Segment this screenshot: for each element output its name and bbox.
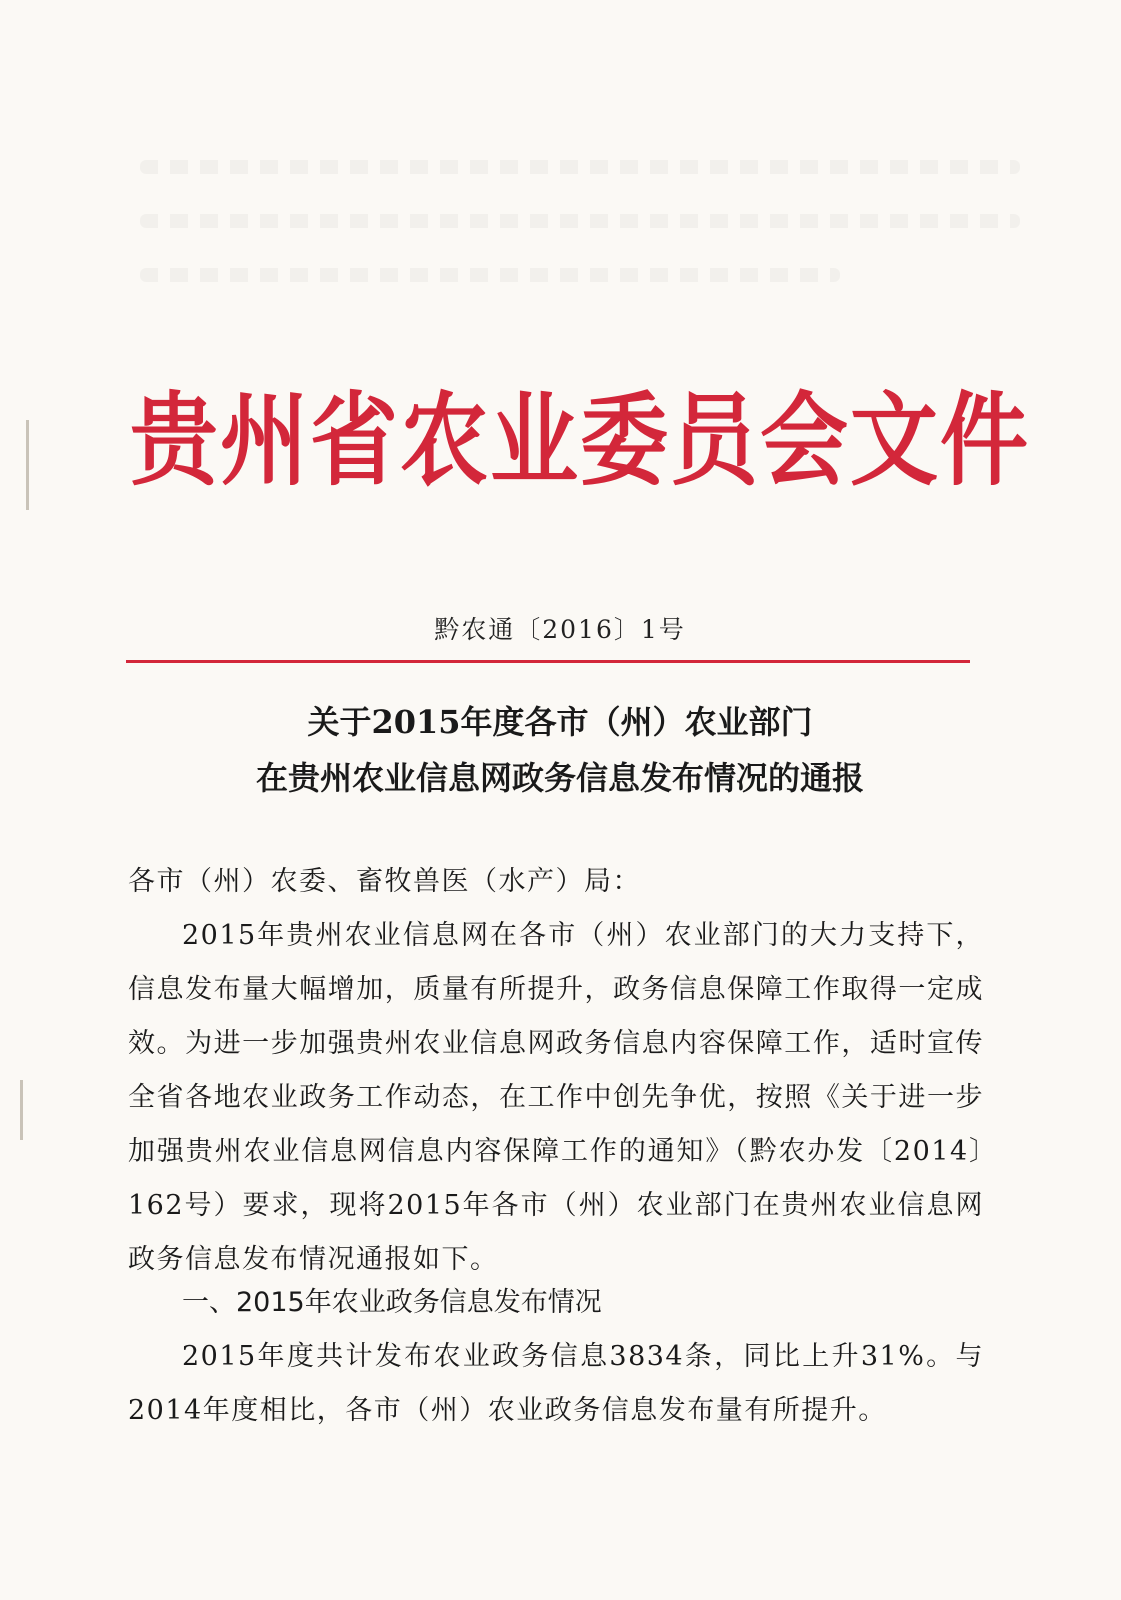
notice-title-line-2: 在贵州农业信息网政务信息发布情况的通报 (255, 759, 864, 797)
document-number: 黔农通〔2016〕1号 (434, 615, 686, 644)
notice-title-line-1: 关于2015年度各市（州）农业部门 (307, 703, 813, 741)
bleed-through (140, 268, 840, 282)
body-paragraph-1: 2015年贵州农业信息网在各市（州）农业部门的大力支持下，信息发布量大幅增加，质量有所提升，政务信息保障工作取得一定成效。为进一步加强贵州农业信息网政务信息内容保障工作，适时宣传全省各地农业政务工作动态，在工作中创先争优，按照《关于进一步加强贵州农业信息网信息内容保障工作的通知》（黔农办发〔2014〕162号）要求，现将2015年各市（州）农业部门在贵州农业信息网政务信息发布情况通报如下。 (128, 920, 984, 1275)
scan-margin-mark (20, 1080, 23, 1140)
bleed-through (140, 214, 1020, 228)
body-paragraph-block-1 (128, 909, 984, 1287)
body-paragraph-2: 2015年度共计发布农业政务信息3834条，同比上升31%。与2014年度相比，各市（州）农业政务信息发布量有所提升。 (128, 1341, 984, 1426)
section-heading-1: 一、2015年农业政务信息发布情况 (182, 1287, 602, 1318)
scan-margin-mark (26, 420, 29, 510)
notice-title (130, 694, 990, 806)
issuer-header-title: 贵州省农业委员会文件 (130, 380, 1031, 500)
salutation: 各市（州）农委、畜牧兽医（水产）局： (128, 866, 641, 897)
salutation-block (128, 855, 984, 909)
bleed-through (140, 160, 1020, 174)
body-paragraph-block-2 (128, 1330, 984, 1438)
red-separator-line (126, 660, 970, 663)
